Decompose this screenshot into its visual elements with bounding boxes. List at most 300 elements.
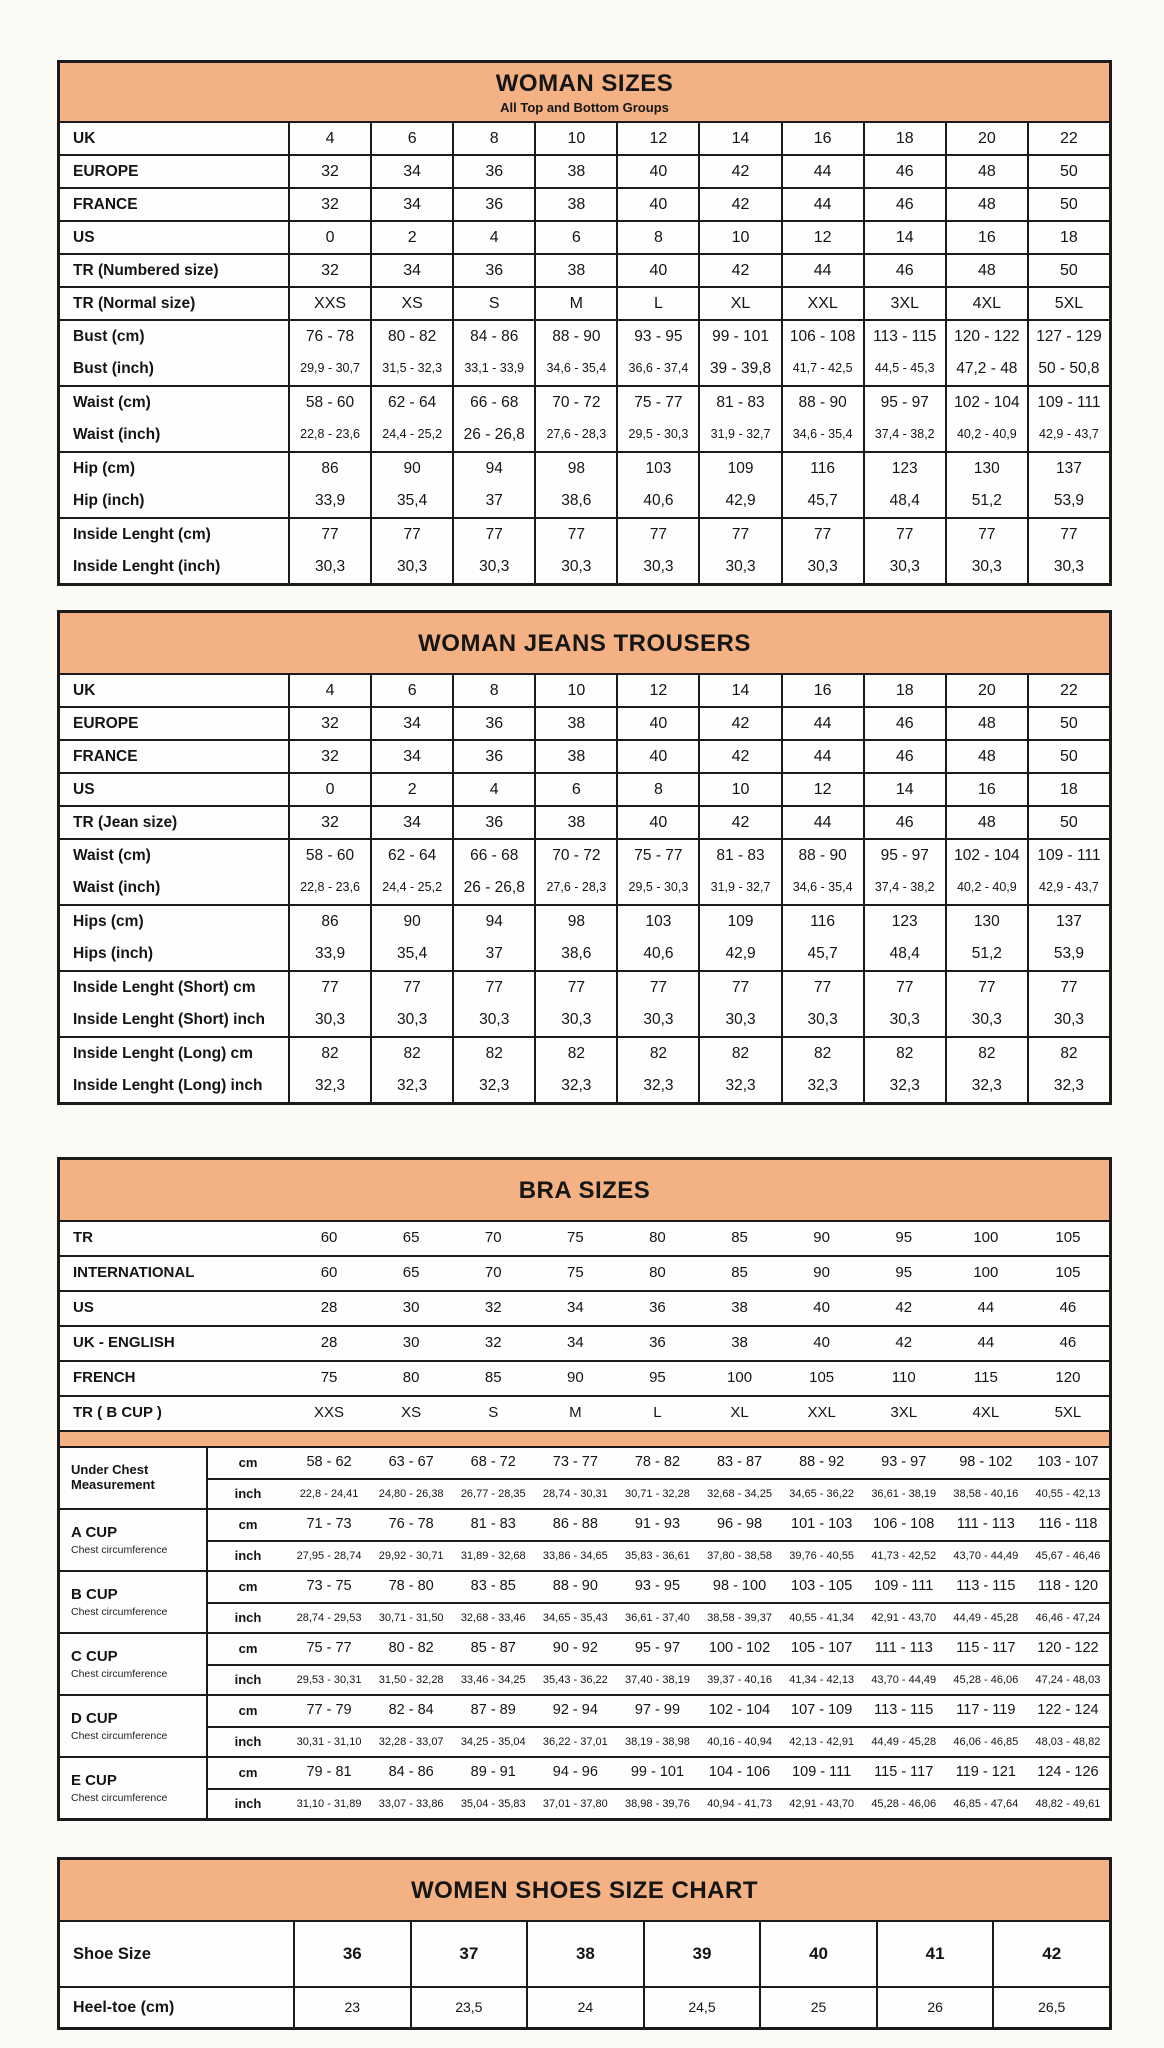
measurement-cm-cell: 116 - 118 xyxy=(1038,1516,1098,1533)
size-value-cell: 30,3 xyxy=(616,1004,698,1036)
size-value-cell: 38 xyxy=(731,1299,748,1317)
measurement-cm-cell: 120 - 122 xyxy=(1037,1640,1099,1657)
size-value-cell: 65 xyxy=(402,1229,420,1247)
size-value-cell: 116 xyxy=(781,453,863,485)
size-value-cell: 30,3 xyxy=(288,1004,370,1036)
row-label: US xyxy=(73,780,95,798)
measurement-cm-cell: 97 - 99 xyxy=(634,1702,681,1719)
size-value-cell: 103 xyxy=(616,453,698,485)
measurement-cm-cell: 84 - 86 xyxy=(388,1764,434,1781)
bra-measurement-group xyxy=(60,1508,1109,1570)
size-value-cell: 32,3 xyxy=(863,1070,945,1102)
row-label: TR (Normal size) xyxy=(73,294,196,312)
measurement-cm-cell: 88 - 90 xyxy=(552,1578,598,1595)
table-row-group xyxy=(60,805,1109,838)
size-value-cell: 30,3 xyxy=(1027,551,1109,583)
size-value-cell: M xyxy=(534,288,616,319)
size-value-cell: 85 xyxy=(484,1369,502,1387)
measurement-inch-cell: 48,82 - 49,61 xyxy=(1027,1788,1109,1818)
measurement-inch-cell: 24,80 - 26,38 xyxy=(370,1478,452,1508)
size-value-cell: 44 xyxy=(781,189,863,220)
size-value-cell: 12 xyxy=(781,222,863,253)
measurement-inch-cell: 31,10 - 31,89 xyxy=(288,1788,370,1818)
row-label: INTERNATIONAL xyxy=(73,1264,195,1282)
size-value-cell: 75 xyxy=(567,1264,584,1282)
measurement-inch-cell: 32,68 - 33,46 xyxy=(452,1602,534,1632)
size-value-cell: 30 xyxy=(402,1334,420,1352)
size-value-cell: XL xyxy=(698,288,780,319)
size-value-cell: 44 xyxy=(781,708,863,739)
size-value-cell: 4 xyxy=(452,222,534,253)
measurement-cm-cell: 117 - 119 xyxy=(956,1702,1016,1719)
size-value-cell: 50 - 50,8 xyxy=(1027,353,1109,385)
size-value-cell: 36 xyxy=(649,1299,666,1317)
measurement-cm-cell: 102 - 104 xyxy=(708,1702,771,1719)
unit-label-cm: cm xyxy=(238,1764,258,1780)
shoe-table-row-group xyxy=(60,1922,1109,1986)
size-value-cell: 50 xyxy=(1027,255,1109,286)
row-label: FRANCE xyxy=(73,747,138,765)
size-value-cell: 39 xyxy=(643,1922,760,1986)
unit-label-cm: cm xyxy=(238,1640,258,1656)
table-row xyxy=(60,387,1109,419)
size-value-cell: L xyxy=(616,288,698,319)
row-label: Inside Lenght (inch) xyxy=(73,558,221,576)
size-value-cell: 34,6 - 35,4 xyxy=(781,872,863,904)
measurement-inch-cell: 46,85 - 47,64 xyxy=(945,1788,1027,1818)
row-label: Waist (inch) xyxy=(73,879,161,897)
measurement-cm-cell: 71 - 73 xyxy=(306,1516,352,1533)
row-label: UK xyxy=(73,681,96,699)
table-row xyxy=(60,807,1109,838)
measurement-cm-cell: 107 - 109 xyxy=(791,1702,853,1719)
size-value-cell: 105 xyxy=(809,1369,835,1387)
size-value-cell: 42 xyxy=(698,255,780,286)
size-value-cell: 40,6 xyxy=(616,485,698,517)
size-value-cell: 77 xyxy=(452,519,534,551)
measurement-group-label xyxy=(60,1572,208,1632)
size-value-cell: 18 xyxy=(863,675,945,706)
size-value-cell: 40,6 xyxy=(616,938,698,970)
size-value-cell: 8 xyxy=(452,675,534,706)
size-value-cell: 48 xyxy=(945,189,1027,220)
size-value-cell: 24 xyxy=(526,1988,643,2027)
size-value-cell: 46 xyxy=(863,741,945,772)
measurement-cm-cell: 88 - 92 xyxy=(799,1454,845,1471)
size-value-cell: 40 xyxy=(616,807,698,838)
size-value-cell: 48 xyxy=(945,255,1027,286)
measurement-inch-cell: 40,16 - 40,94 xyxy=(698,1726,780,1756)
size-value-cell: 41 xyxy=(876,1922,993,1986)
size-value-cell: 12 xyxy=(781,774,863,805)
table-row-group xyxy=(60,385,1109,451)
measurement-inch-cell: 34,25 - 35,04 xyxy=(452,1726,534,1756)
unit-label-cm: cm xyxy=(238,1516,258,1532)
table-row-group xyxy=(60,187,1109,220)
group-subtitle: Chest circumference xyxy=(71,1791,168,1804)
measurement-group-label xyxy=(60,1758,208,1818)
measurement-inch-cell: 48,03 - 48,82 xyxy=(1027,1726,1109,1756)
size-value-cell: 62 - 64 xyxy=(370,840,452,872)
table-row xyxy=(60,222,1109,253)
measurement-inch-cell: 44,49 - 45,28 xyxy=(945,1602,1027,1632)
size-value-cell: 38 xyxy=(534,255,616,286)
size-value-cell: 40 xyxy=(813,1299,830,1317)
size-value-cell: XS xyxy=(370,288,452,319)
size-value-cell: 32,3 xyxy=(370,1070,452,1102)
size-value-cell: 81 - 83 xyxy=(698,387,780,419)
size-value-cell: 77 xyxy=(288,972,370,1004)
measurement-inch-cell: 37,80 - 38,58 xyxy=(698,1540,780,1570)
women-shoes-table xyxy=(57,1857,1112,2030)
size-value-cell: 77 xyxy=(534,972,616,1004)
row-label: Inside Lenght (cm) xyxy=(73,526,211,544)
size-value-cell: 65 xyxy=(402,1264,420,1282)
measurement-cm-cell: 83 - 85 xyxy=(470,1578,516,1595)
measurement-inch-cell: 42,13 - 42,91 xyxy=(781,1726,863,1756)
measurement-inch-cell: 34,65 - 35,43 xyxy=(534,1602,616,1632)
measurement-cm-cell: 73 - 75 xyxy=(306,1578,352,1595)
size-value-cell: 18 xyxy=(1027,222,1109,253)
size-value-cell: 46 xyxy=(1059,1334,1077,1352)
size-value-cell: 38 xyxy=(731,1334,748,1352)
size-value-cell: 38 xyxy=(534,708,616,739)
row-label: Waist (inch) xyxy=(73,426,161,444)
size-value-cell: 40 xyxy=(616,708,698,739)
size-value-cell: 22 xyxy=(1027,675,1109,706)
woman-sizes-body xyxy=(60,123,1109,583)
size-value-cell: 44 xyxy=(977,1299,995,1317)
size-value-cell: 29,9 - 30,7 xyxy=(288,353,370,385)
table-row xyxy=(60,1222,1109,1255)
measurement-inch-cell: 42,91 - 43,70 xyxy=(781,1788,863,1818)
measurement-inch-cell: 31,89 - 32,68 xyxy=(452,1540,534,1570)
unit-label-inch: inch xyxy=(208,1726,288,1756)
size-value-cell: 10 xyxy=(698,774,780,805)
table-row xyxy=(60,708,1109,739)
size-value-cell: XXL xyxy=(807,1404,836,1422)
measurement-cm-cell: 103 - 107 xyxy=(1037,1454,1099,1471)
size-value-cell: 70 - 72 xyxy=(534,840,616,872)
size-value-cell: 30 xyxy=(402,1299,420,1317)
measurement-inch-cell: 38,58 - 40,16 xyxy=(945,1478,1027,1508)
size-value-cell: 130 xyxy=(945,453,1027,485)
size-value-cell: 115 xyxy=(973,1369,998,1387)
size-value-cell: 38,6 xyxy=(534,938,616,970)
measurement-cm-cell: 75 - 77 xyxy=(306,1640,352,1657)
table-row xyxy=(60,255,1109,286)
size-value-cell: 34 xyxy=(370,189,452,220)
size-value-cell: 60 xyxy=(320,1264,338,1282)
row-label: TR ( B CUP ) xyxy=(73,1404,162,1422)
size-value-cell: 4XL xyxy=(945,288,1027,319)
table-row xyxy=(60,1327,1109,1360)
table-row xyxy=(60,1397,1109,1430)
measurement-inch-cell: 37,40 - 38,19 xyxy=(616,1664,698,1694)
table-row-group xyxy=(60,772,1109,805)
size-value-cell: 77 xyxy=(863,972,945,1004)
size-value-cell: 44 xyxy=(781,255,863,286)
size-value-cell: 94 xyxy=(452,906,534,938)
group-name: C CUP xyxy=(71,1648,118,1666)
measurement-inch-cell: 46,06 - 46,85 xyxy=(945,1726,1027,1756)
size-value-cell: 42 xyxy=(895,1299,913,1317)
measurement-inch-cell: 29,53 - 30,31 xyxy=(288,1664,370,1694)
bra-measurement-group xyxy=(60,1632,1109,1694)
woman-jeans-trousers-table xyxy=(57,610,1112,1105)
size-value-cell: 3XL xyxy=(863,288,945,319)
women-shoes-body xyxy=(60,1922,1109,2027)
table-row xyxy=(60,156,1109,187)
table-row xyxy=(60,419,1109,451)
size-value-cell: 95 xyxy=(649,1369,666,1387)
table-row xyxy=(60,872,1109,904)
measurement-inch-cell: 33,86 - 34,65 xyxy=(534,1540,616,1570)
size-value-cell: 26 xyxy=(876,1988,993,2027)
size-value-cell: 0 xyxy=(288,222,370,253)
row-label: Inside Lenght (Long) cm xyxy=(73,1045,253,1063)
measurement-cm-cell: 87 - 89 xyxy=(470,1702,516,1719)
row-label: Hips (cm) xyxy=(73,913,144,931)
row-label: FRENCH xyxy=(73,1369,136,1387)
size-value-cell: 77 xyxy=(1027,519,1109,551)
size-value-cell: 48 xyxy=(945,156,1027,187)
measurement-inch-cell: 45,67 - 46,46 xyxy=(1027,1540,1109,1570)
size-value-cell: 2 xyxy=(370,222,452,253)
measurement-inch-cell: 32,68 - 34,25 xyxy=(698,1478,780,1508)
size-value-cell: 32,3 xyxy=(698,1070,780,1102)
size-value-cell: 18 xyxy=(1027,774,1109,805)
table-row-group xyxy=(60,1036,1109,1102)
row-label: US xyxy=(73,228,95,246)
size-value-cell: 4 xyxy=(288,675,370,706)
table-row xyxy=(60,1070,1109,1102)
size-value-cell: 33,9 xyxy=(288,938,370,970)
size-value-cell: 77 xyxy=(452,972,534,1004)
measurement-cm-cell: 105 - 107 xyxy=(791,1640,853,1657)
measurement-inch-cell: 37,01 - 37,80 xyxy=(534,1788,616,1818)
measurement-cm-cell: 82 - 84 xyxy=(388,1702,434,1719)
measurement-inch-cell: 39,76 - 40,55 xyxy=(781,1540,863,1570)
measurement-inch-cell: 27,95 - 28,74 xyxy=(288,1540,370,1570)
size-value-cell: 34 xyxy=(370,807,452,838)
size-value-cell: 40 xyxy=(616,189,698,220)
row-label: Hips (inch) xyxy=(73,945,154,963)
size-value-cell: 42 xyxy=(895,1334,913,1352)
size-value-cell: 5XL xyxy=(1027,288,1109,319)
size-value-cell: 75 - 77 xyxy=(616,387,698,419)
table-row xyxy=(60,321,1109,353)
size-value-cell: 82 xyxy=(534,1038,616,1070)
measurement-inch-cell: 38,98 - 39,76 xyxy=(616,1788,698,1818)
size-value-cell: 45,7 xyxy=(781,938,863,970)
size-value-cell: 6 xyxy=(534,222,616,253)
size-value-cell: 32 xyxy=(484,1299,502,1317)
size-value-cell: 31,9 - 32,7 xyxy=(698,419,780,451)
measurement-inch-cell: 38,58 - 39,37 xyxy=(698,1602,780,1632)
size-value-cell: 4 xyxy=(288,123,370,154)
size-value-cell: 90 xyxy=(370,453,452,485)
size-value-cell: 82 xyxy=(1027,1038,1109,1070)
size-value-cell: 4 xyxy=(452,774,534,805)
measurement-cm-cell: 99 - 101 xyxy=(630,1764,685,1781)
size-value-cell: 6 xyxy=(370,123,452,154)
size-value-cell: 32,3 xyxy=(945,1070,1027,1102)
size-value-cell: 30,3 xyxy=(288,551,370,583)
table-row xyxy=(60,1038,1109,1070)
measurement-cm-cell: 100 - 102 xyxy=(708,1640,771,1657)
measurement-cm-cell: 93 - 97 xyxy=(881,1454,927,1471)
size-value-cell: 30,3 xyxy=(781,1004,863,1036)
woman-sizes-table xyxy=(57,60,1112,586)
size-value-cell: 2 xyxy=(370,774,452,805)
size-value-cell: 42,9 xyxy=(698,485,780,517)
size-value-cell: 51,2 xyxy=(945,485,1027,517)
size-value-cell: 77 xyxy=(288,519,370,551)
table-row xyxy=(60,1988,1109,2027)
size-value-cell: 0 xyxy=(288,774,370,805)
group-subtitle: Chest circumference xyxy=(71,1605,168,1618)
table-row xyxy=(60,1004,1109,1036)
table-row xyxy=(60,453,1109,485)
size-value-cell: 34 xyxy=(370,156,452,187)
size-value-cell: 30,3 xyxy=(452,1004,534,1036)
table-row-group xyxy=(60,675,1109,706)
size-value-cell: 22,8 - 23,6 xyxy=(288,872,370,904)
row-label: TR xyxy=(73,1229,93,1247)
row-label: Hip (cm) xyxy=(73,460,135,478)
size-value-cell: 40,2 - 40,9 xyxy=(945,872,1027,904)
size-value-cell: 22,8 - 23,6 xyxy=(288,419,370,451)
size-value-cell: 77 xyxy=(945,519,1027,551)
size-value-cell: 82 xyxy=(945,1038,1027,1070)
measurement-cm-cell: 115 - 117 xyxy=(874,1764,934,1781)
bra-conversion-row xyxy=(60,1360,1109,1395)
size-value-cell: 32 xyxy=(288,255,370,286)
size-value-cell: 30,3 xyxy=(534,1004,616,1036)
row-label: US xyxy=(73,1299,94,1317)
size-value-cell: 30,3 xyxy=(863,1004,945,1036)
size-value-cell: 34 xyxy=(567,1299,584,1317)
row-label: FRANCE xyxy=(73,195,138,213)
size-value-cell: 16 xyxy=(945,222,1027,253)
table-row xyxy=(60,123,1109,154)
row-label: TR (Jean size) xyxy=(73,813,178,831)
size-value-cell: 10 xyxy=(534,123,616,154)
measurement-cm-cell: 98 - 102 xyxy=(959,1454,1013,1471)
measurement-inch-cell: 40,94 - 41,73 xyxy=(698,1788,780,1818)
size-value-cell: 60 xyxy=(320,1229,338,1247)
row-label: Shoe Size xyxy=(73,1944,151,1963)
measurement-cm-cell: 76 - 78 xyxy=(388,1516,434,1533)
size-value-cell: 77 xyxy=(1027,972,1109,1004)
size-value-cell: 32,3 xyxy=(288,1070,370,1102)
measurement-cm-cell: 96 - 98 xyxy=(716,1516,763,1533)
size-value-cell: 77 xyxy=(863,519,945,551)
measurement-inch-cell: 43,70 - 44,49 xyxy=(863,1664,945,1694)
size-value-cell: 44 xyxy=(781,156,863,187)
size-value-cell: 109 - 111 xyxy=(1027,387,1109,419)
measurement-inch-cell: 40,55 - 42,13 xyxy=(1027,1478,1109,1508)
size-value-cell: 66 - 68 xyxy=(452,840,534,872)
size-value-cell: 42 xyxy=(698,708,780,739)
size-value-cell: 32 xyxy=(288,741,370,772)
size-value-cell: 48 xyxy=(945,807,1027,838)
size-value-cell: 38 xyxy=(526,1922,643,1986)
size-value-cell: 38 xyxy=(534,741,616,772)
bra-measurement-group xyxy=(60,1570,1109,1632)
size-value-cell: 50 xyxy=(1027,807,1109,838)
size-value-cell: 16 xyxy=(945,774,1027,805)
size-value-cell: 34,6 - 35,4 xyxy=(534,353,616,385)
measurement-group-label xyxy=(60,1696,208,1756)
size-value-cell: 3XL xyxy=(890,1404,918,1422)
measurement-cm-cell: 122 - 124 xyxy=(1037,1702,1099,1719)
row-label: Hip (inch) xyxy=(73,492,145,510)
shoe-table-row-group xyxy=(60,1986,1109,2027)
unit-label-cm: cm xyxy=(238,1702,258,1718)
size-value-cell: 30,3 xyxy=(452,551,534,583)
size-value-cell: 30,3 xyxy=(616,551,698,583)
size-value-cell: 62 - 64 xyxy=(370,387,452,419)
size-value-cell: 77 xyxy=(616,519,698,551)
size-value-cell: 123 xyxy=(863,453,945,485)
size-value-cell: S xyxy=(488,1404,499,1422)
measurement-cm-cell: 106 - 108 xyxy=(873,1516,935,1533)
size-value-cell: 75 - 77 xyxy=(616,840,698,872)
size-value-cell: XS xyxy=(401,1404,422,1422)
measurement-inch-cell: 29,92 - 30,71 xyxy=(370,1540,452,1570)
size-value-cell: 53,9 xyxy=(1027,485,1109,517)
size-value-cell: 47,2 - 48 xyxy=(945,353,1027,385)
size-value-cell: 16 xyxy=(781,123,863,154)
size-value-cell: 42,9 - 43,7 xyxy=(1027,419,1109,451)
size-value-cell: 77 xyxy=(945,972,1027,1004)
size-value-cell: 40 xyxy=(616,255,698,286)
measurement-cm-cell: 98 - 100 xyxy=(712,1578,767,1595)
group-name: D CUP xyxy=(71,1710,118,1728)
size-value-cell: 29,5 - 30,3 xyxy=(616,872,698,904)
measurement-inch-cell: 30,71 - 31,50 xyxy=(370,1602,452,1632)
table-row-group xyxy=(60,904,1109,970)
table-row xyxy=(60,1362,1109,1395)
measurement-inch-cell: 35,83 - 36,61 xyxy=(616,1540,698,1570)
size-value-cell: 42 xyxy=(992,1922,1109,1986)
size-value-cell: 44 xyxy=(781,741,863,772)
measurement-inch-cell: 45,28 - 46,06 xyxy=(945,1664,1027,1694)
size-value-cell: 50 xyxy=(1027,708,1109,739)
size-value-cell: 88 - 90 xyxy=(781,840,863,872)
table-row-group xyxy=(60,123,1109,154)
size-value-cell: 44 xyxy=(781,807,863,838)
group-name: Under Chest Measurement xyxy=(71,1462,155,1492)
size-value-cell: 77 xyxy=(370,519,452,551)
size-value-cell: 46 xyxy=(863,189,945,220)
size-value-cell: 36 xyxy=(452,807,534,838)
measurement-cm-cell: 77 - 79 xyxy=(306,1702,352,1719)
size-value-cell: 8 xyxy=(616,222,698,253)
size-value-cell: 34,6 - 35,4 xyxy=(781,419,863,451)
size-value-cell: 38 xyxy=(534,807,616,838)
measurement-inch-cell: 35,43 - 36,22 xyxy=(534,1664,616,1694)
measurement-inch-cell: 33,46 - 34,25 xyxy=(452,1664,534,1694)
measurement-cm-cell: 80 - 82 xyxy=(388,1640,434,1657)
measurement-inch-cell: 36,22 - 37,01 xyxy=(534,1726,616,1756)
size-value-cell: 36 xyxy=(452,708,534,739)
size-value-cell: 77 xyxy=(698,519,780,551)
size-value-cell: 82 xyxy=(370,1038,452,1070)
size-value-cell: 27,6 - 28,3 xyxy=(534,872,616,904)
